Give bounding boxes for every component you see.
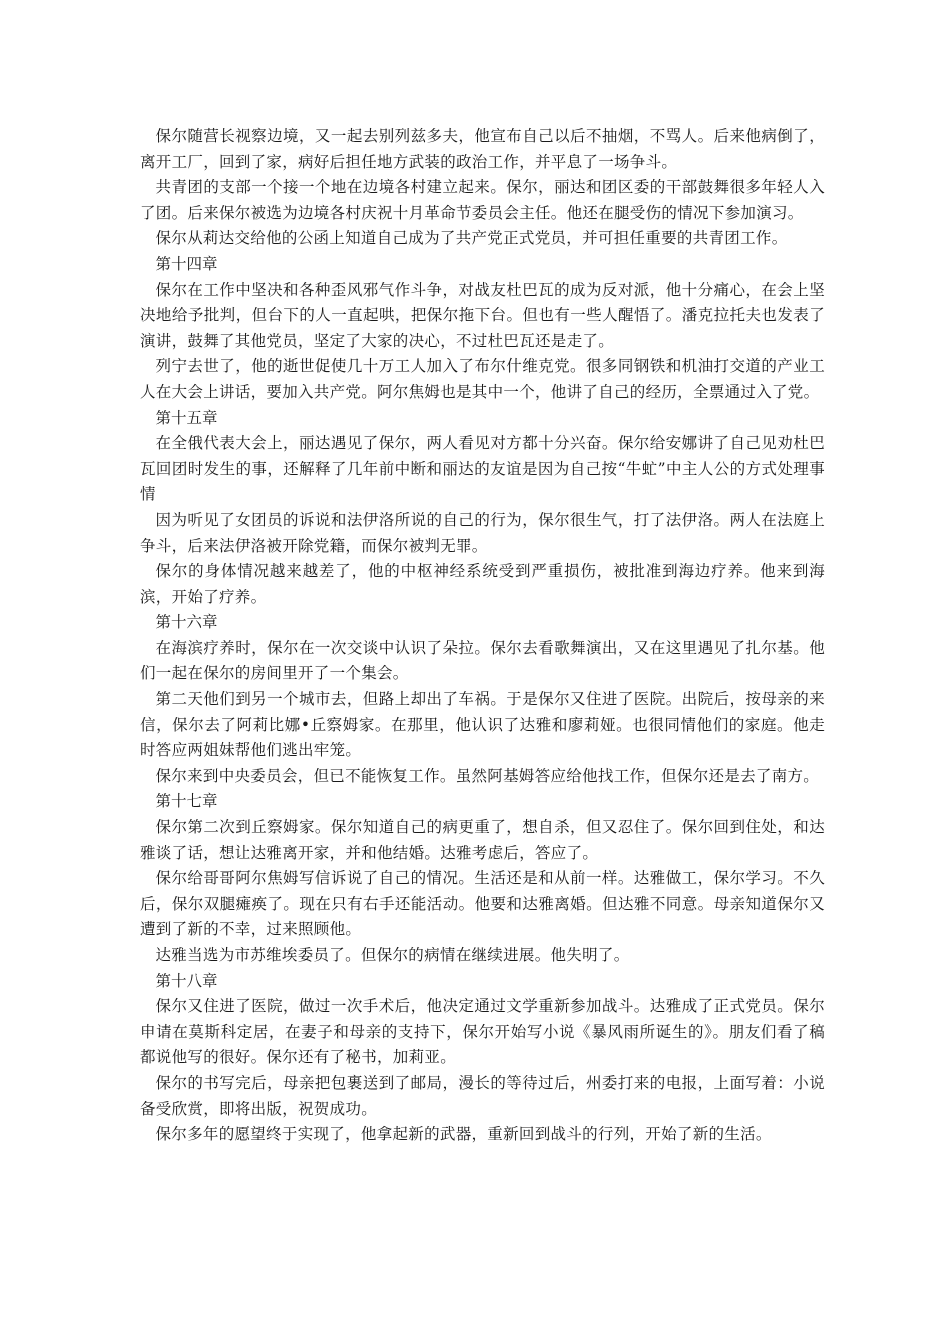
paragraph: 保尔第二次到丘察姆家。保尔知道自己的病更重了，想自杀，但又忍住了。保尔回到住处，和达雅谈了话，想让达雅离开家，并和他结婚。达雅考虑后，答应了。 bbox=[140, 818, 825, 862]
paragraph: 共青团的支部一个接一个地在边境各村建立起来。保尔，丽达和团区委的干部鼓舞很多年轻人入了团。后来保尔被选为边境各村庆祝十月革命节委员会主任。他还在腿受伤的情况下参加演习。 bbox=[140, 178, 825, 222]
paragraph: 保尔又住进了医院，做过一次手术后，他决定通过文学重新参加战斗。达雅成了正式党员。保尔申请在莫斯科定居，在妻子和母亲的支持下，保尔开始写小说《暴风雨所诞生的》。朋友们看了稿都说他写的很好。保尔还有了秘书，加莉亚。 bbox=[140, 997, 825, 1067]
paragraph: 达雅当选为市苏维埃委员了。但保尔的病情在继续进展。他失明了。 bbox=[155, 946, 630, 964]
paragraph: 保尔从莉达交给他的公函上知道自己成为了共产党正式党员，并可担任重要的共青团工作。 bbox=[155, 229, 788, 248]
chapter-heading: 第十五章 bbox=[155, 408, 218, 427]
paragraph: 列宁去世了，他的逝世促使几十万工人加入了布尔什维克党。很多同钢铁和机油打交道的产业工人在大会上讲话，要加入共产党。阿尔焦姆也是其中一个，他讲了自己的经历，全票通过入了党。 bbox=[140, 357, 825, 401]
chapter-heading: 第十六章 bbox=[155, 613, 218, 632]
paragraph: 保尔多年的愿望终于实现了，他拿起新的武器，重新回到战斗的行列，开始了新的生活。 bbox=[155, 1125, 772, 1144]
paragraph: 因为听见了女团员的诉说和法伊洛所说的自己的行为，保尔很生气，打了法伊洛。两人在法庭上争斗，后来法伊洛被开除党籍，而保尔被判无罪。 bbox=[140, 510, 825, 555]
paragraph: 保尔的书写完后，母亲把包裹送到了邮局，漫长的等待过后，州委打来的电报，上面写着：小说备受欣赏，即将出版，祝贺成功。 bbox=[140, 1073, 825, 1118]
paragraph: 保尔来到中央委员会，但已不能恢复工作。虽然阿基姆答应给他找工作，但保尔还是去了南方。 bbox=[155, 766, 820, 785]
chapter-heading: 第十八章 bbox=[155, 971, 218, 990]
chapter-heading: 第十七章 bbox=[155, 792, 218, 811]
paragraph: 第二天他们到另一个城市去，但路上却出了车祸。于是保尔又住进了医院。出院后，按母亲的来信，保尔去了阿莉比娜•丘察姆家。在那里，他认识了达雅和廖莉娅。也很同情他们的家庭。他走时答应两姐妹帮他们逃出牢笼。 bbox=[140, 690, 825, 760]
document-body bbox=[140, 124, 825, 1148]
paragraph: 保尔在工作中坚决和各种歪风邪气作斗争，对战友杜巴瓦的成为反对派，他十分痛心，在会上坚决地给予批判，但台下的人一直起哄，把保尔拖下台。但也有一些人醒悟了。潘克拉托夫也发表了演讲，鼓舞了其他党员，坚定了大家的决心，不过杜巴瓦还是走了。 bbox=[140, 280, 825, 350]
paragraph: 在海滨疗养时，保尔在一次交谈中认识了朵拉。保尔去看歌舞演出，又在这里遇见了扎尔基。他们一起在保尔的房间里开了一个集会。 bbox=[140, 638, 825, 683]
paragraph: 保尔随营长视察边境，又一起去别列兹多夫，他宣布自己以后不抽烟，不骂人。后来他病倒了，离开工厂，回到了家，病好后担任地方武装的政治工作，并平息了一场争斗。 bbox=[140, 127, 825, 171]
paragraph: 保尔给哥哥阿尔焦姆写信诉说了自己的情况。生活还是和从前一样。达雅做工，保尔学习。不久后，保尔双腿瘫痪了。现在只有右手还能活动。他要和达雅离婚。但达雅不同意。母亲知道保尔又遭到了新的不幸，过来照顾他。 bbox=[140, 869, 825, 939]
paragraph: 在全俄代表大会上，丽达遇见了保尔，两人看见对方都十分兴奋。保尔给安娜讲了自己见劝杜巴瓦回团时发生的事，还解释了几年前中断和丽达的友谊是因为自己按“牛虻”中主人公的方式处理事情 bbox=[140, 434, 825, 504]
paragraph: 保尔的身体情况越来越差了，他的中枢神经系统受到严重损伤，被批准到海边疗养。他来到海滨，开始了疗养。 bbox=[140, 562, 825, 606]
chapter-heading: 第十四章 bbox=[155, 254, 218, 273]
